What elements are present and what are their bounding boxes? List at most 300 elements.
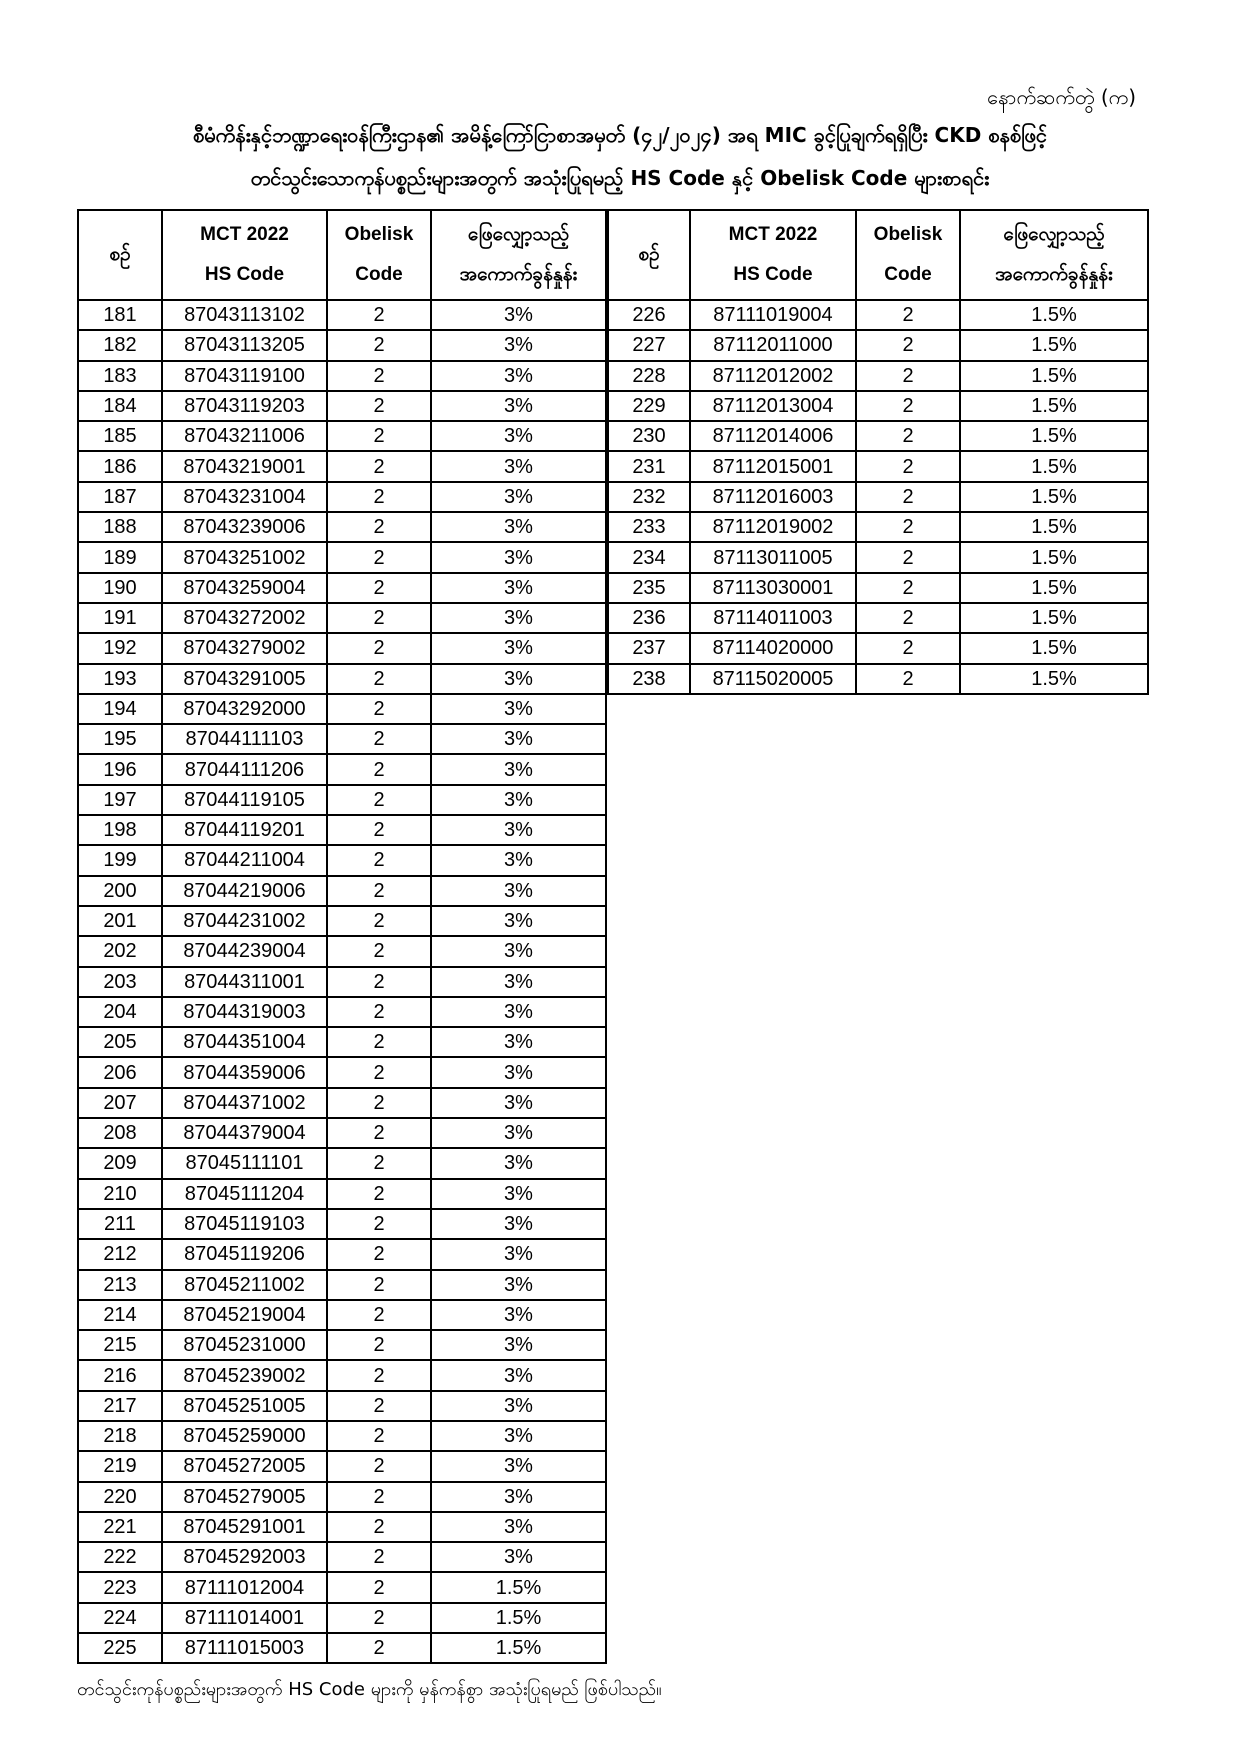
table-row [78, 1239, 606, 1269]
hs-code-cell: 87043251002 [162, 542, 327, 572]
serial-cell: 237 [608, 633, 690, 663]
obelisk-code-cell: 2 [327, 1360, 431, 1390]
obelisk-code-cell: 2 [327, 1542, 431, 1572]
rate-cell: 3% [431, 361, 606, 391]
rate-cell: 1.5% [960, 603, 1148, 633]
hs-code-cell: 87044319003 [162, 997, 327, 1027]
serial-cell: 185 [78, 421, 162, 451]
serial-cell: 215 [78, 1330, 162, 1360]
header-hs-code-line-1: MCT 2022 [200, 224, 289, 245]
hs-code-cell: 87114020000 [690, 633, 856, 663]
hs-code-cell: 87044231002 [162, 906, 327, 936]
rate-cell: 3% [431, 1482, 606, 1512]
header-obelisk-line-1: Obelisk [344, 224, 414, 245]
header-obelisk-line-2: Code [355, 264, 403, 285]
table-row [78, 421, 606, 451]
rate-cell: 3% [431, 1451, 606, 1481]
obelisk-code-cell: 2 [327, 300, 431, 330]
serial-cell: 218 [78, 1421, 162, 1451]
hs-code-cell: 87112014006 [690, 421, 856, 451]
rate-cell: 3% [431, 482, 606, 512]
table-row [78, 451, 606, 481]
table-row [78, 1088, 606, 1118]
obelisk-code-cell: 2 [327, 785, 431, 815]
obelisk-code-cell: 2 [856, 421, 960, 451]
serial-cell: 221 [78, 1512, 162, 1542]
serial-cell: 182 [78, 330, 162, 360]
obelisk-code-cell: 2 [856, 603, 960, 633]
obelisk-code-cell: 2 [327, 1179, 431, 1209]
obelisk-code-cell: 2 [327, 391, 431, 421]
hs-code-cell: 87112012002 [690, 361, 856, 391]
rate-cell: 3% [431, 542, 606, 572]
table-row [78, 1148, 606, 1178]
rate-cell: 3% [431, 603, 606, 633]
hs-code-cell: 87045251005 [162, 1391, 327, 1421]
rate-cell: 3% [431, 573, 606, 603]
obelisk-code-cell: 2 [327, 664, 431, 694]
serial-cell: 216 [78, 1360, 162, 1390]
obelisk-code-cell: 2 [856, 361, 960, 391]
serial-cell: 181 [78, 300, 162, 330]
serial-cell: 196 [78, 754, 162, 784]
header-obelisk-line-2: Code [884, 264, 932, 285]
rate-cell: 1.5% [960, 421, 1148, 451]
serial-cell: 204 [78, 997, 162, 1027]
obelisk-code-cell: 2 [327, 1391, 431, 1421]
hs-code-cell: 87044379004 [162, 1118, 327, 1148]
hs-code-cell: 87045272005 [162, 1451, 327, 1481]
table-row [78, 754, 606, 784]
rate-cell: 3% [431, 1512, 606, 1542]
serial-cell: 187 [78, 482, 162, 512]
serial-cell: 214 [78, 1300, 162, 1330]
table-row [78, 1330, 606, 1360]
rate-cell: 3% [431, 1118, 606, 1148]
serial-cell: 235 [608, 573, 690, 603]
table-row [78, 997, 606, 1027]
rate-cell: 3% [431, 1360, 606, 1390]
table-row [78, 1057, 606, 1087]
hs-code-cell: 87113030001 [690, 573, 856, 603]
serial-cell: 192 [78, 633, 162, 663]
hs-code-cell: 87045279005 [162, 1482, 327, 1512]
obelisk-code-cell: 2 [327, 573, 431, 603]
rate-cell: 3% [431, 815, 606, 845]
hs-code-cell: 87044119105 [162, 785, 327, 815]
hs-code-cell: 87112016003 [690, 482, 856, 512]
serial-cell: 229 [608, 391, 690, 421]
rate-cell: 1.5% [960, 664, 1148, 694]
serial-cell: 190 [78, 573, 162, 603]
serial-cell: 191 [78, 603, 162, 633]
obelisk-code-cell: 2 [856, 330, 960, 360]
hs-code-cell: 87045119206 [162, 1239, 327, 1269]
rate-cell: 3% [431, 1421, 606, 1451]
rate-cell: 1.5% [960, 482, 1148, 512]
serial-cell: 228 [608, 361, 690, 391]
header-obelisk-code [856, 210, 960, 300]
document-title-line-2: တင်သွင်းသောကုန်ပစ္စည်းများအတွက် အသုံးပြုရမည့် HS Code နှင့် Obelisk Code များစာရင်း [250, 166, 990, 190]
obelisk-code-cell: 2 [327, 1088, 431, 1118]
table-row [78, 845, 606, 875]
table-row [78, 1027, 606, 1057]
obelisk-code-cell: 2 [856, 512, 960, 542]
obelisk-code-cell: 2 [327, 724, 431, 754]
table-row [78, 361, 606, 391]
hs-code-cell: 87112019002 [690, 512, 856, 542]
rate-cell: 1.5% [431, 1572, 606, 1602]
obelisk-code-cell: 2 [327, 1572, 431, 1602]
obelisk-code-cell: 2 [327, 421, 431, 451]
table-row [78, 1633, 606, 1663]
hs-code-cell: 87111012004 [162, 1572, 327, 1602]
hs-code-cell: 87043119100 [162, 361, 327, 391]
obelisk-code-cell: 2 [327, 1482, 431, 1512]
obelisk-code-cell: 2 [327, 512, 431, 542]
serial-cell: 186 [78, 451, 162, 481]
hs-code-cell: 87112011000 [690, 330, 856, 360]
rate-cell: 3% [431, 876, 606, 906]
table-row [78, 694, 606, 724]
rate-cell: 3% [431, 512, 606, 542]
table-row [78, 664, 606, 694]
serial-cell: 212 [78, 1239, 162, 1269]
serial-cell: 189 [78, 542, 162, 572]
table-row [78, 1179, 606, 1209]
serial-cell: 219 [78, 1451, 162, 1481]
hs-code-cell: 87111014001 [162, 1603, 327, 1633]
rate-cell: 1.5% [960, 542, 1148, 572]
rate-cell: 1.5% [960, 300, 1148, 330]
hs-code-cell: 87045211002 [162, 1270, 327, 1300]
table-row [78, 967, 606, 997]
obelisk-code-cell: 2 [327, 1148, 431, 1178]
hs-code-cell: 87043272002 [162, 603, 327, 633]
rate-cell: 1.5% [960, 451, 1148, 481]
serial-cell: 225 [78, 1633, 162, 1663]
serial-cell: 211 [78, 1209, 162, 1239]
table-row [78, 482, 606, 512]
obelisk-code-cell: 2 [856, 664, 960, 694]
header-hs-code-line-2: HS Code [204, 264, 285, 285]
obelisk-code-cell: 2 [327, 967, 431, 997]
table-header-row [608, 210, 1148, 300]
hs-code-cell: 87044219006 [162, 876, 327, 906]
obelisk-code-cell: 2 [327, 1057, 431, 1087]
rate-cell: 3% [431, 1179, 606, 1209]
table-row [78, 300, 606, 330]
table-row [78, 1451, 606, 1481]
table-row [78, 1421, 606, 1451]
hs-code-cell: 87043119203 [162, 391, 327, 421]
hs-code-cell: 87044119201 [162, 815, 327, 845]
rate-cell: 1.5% [960, 633, 1148, 663]
header-obelisk-line-1: Obelisk [873, 224, 943, 245]
hs-code-cell: 87044111103 [162, 724, 327, 754]
serial-cell: 213 [78, 1270, 162, 1300]
rate-cell: 1.5% [960, 573, 1148, 603]
serial-cell: 217 [78, 1391, 162, 1421]
table-row [78, 1270, 606, 1300]
table-row [78, 724, 606, 754]
serial-cell: 195 [78, 724, 162, 754]
table-row [78, 876, 606, 906]
obelisk-code-cell: 2 [327, 1118, 431, 1148]
hs-code-cell: 87045111101 [162, 1148, 327, 1178]
serial-cell: 208 [78, 1118, 162, 1148]
header-rate-line-1: ဖြေလျှော့သည့် [1003, 224, 1105, 245]
hs-code-cell: 87043239006 [162, 512, 327, 542]
hs-code-table-left [77, 209, 607, 1664]
rate-cell: 3% [431, 1088, 606, 1118]
hs-code-cell: 87043291005 [162, 664, 327, 694]
hs-code-cell: 87045291001 [162, 1512, 327, 1542]
header-rate [431, 210, 606, 300]
hs-code-cell: 87114011003 [690, 603, 856, 633]
hs-code-cell: 87111019004 [690, 300, 856, 330]
rate-cell: 3% [431, 997, 606, 1027]
obelisk-code-cell: 2 [327, 876, 431, 906]
rate-cell: 1.5% [431, 1633, 606, 1663]
table-row [78, 815, 606, 845]
table-row [78, 1360, 606, 1390]
serial-cell: 238 [608, 664, 690, 694]
hs-code-cell: 87111015003 [162, 1633, 327, 1663]
obelisk-code-cell: 2 [327, 1633, 431, 1663]
table-row [78, 1512, 606, 1542]
header-rate [960, 210, 1148, 300]
hs-code-table-right [607, 209, 1149, 695]
header-hs-code [690, 210, 856, 300]
serial-cell: 206 [78, 1057, 162, 1087]
table-row [608, 633, 1148, 663]
rate-cell: 3% [431, 936, 606, 966]
serial-cell: 203 [78, 967, 162, 997]
hs-code-cell: 87044111206 [162, 754, 327, 784]
serial-cell: 202 [78, 936, 162, 966]
hs-code-cell: 87044351004 [162, 1027, 327, 1057]
rate-cell: 3% [431, 1270, 606, 1300]
rate-cell: 3% [431, 1300, 606, 1330]
serial-cell: 194 [78, 694, 162, 724]
table-row [608, 542, 1148, 572]
serial-cell: 223 [78, 1572, 162, 1602]
table-row [608, 330, 1148, 360]
hs-code-cell: 87043292000 [162, 694, 327, 724]
obelisk-code-cell: 2 [327, 906, 431, 936]
obelisk-code-cell: 2 [327, 1512, 431, 1542]
hs-code-cell: 87044211004 [162, 845, 327, 875]
hs-code-cell: 87043113102 [162, 300, 327, 330]
serial-cell: 210 [78, 1179, 162, 1209]
annex-label: နောက်ဆက်တွဲ (က) [987, 85, 1136, 109]
header-hs-code-line-2: HS Code [733, 264, 813, 285]
obelisk-code-cell: 2 [327, 815, 431, 845]
header-serial: စဉ် [78, 210, 162, 300]
header-obelisk-code [327, 210, 431, 300]
obelisk-code-cell: 2 [856, 482, 960, 512]
serial-cell: 232 [608, 482, 690, 512]
obelisk-code-cell: 2 [327, 1451, 431, 1481]
serial-cell: 188 [78, 512, 162, 542]
table-row [78, 1209, 606, 1239]
hs-code-cell: 87043279002 [162, 633, 327, 663]
obelisk-code-cell: 2 [856, 573, 960, 603]
table-row [78, 633, 606, 663]
obelisk-code-cell: 2 [856, 633, 960, 663]
table-row [608, 391, 1148, 421]
hs-code-cell: 87044239004 [162, 936, 327, 966]
serial-cell: 207 [78, 1088, 162, 1118]
rate-cell: 3% [431, 1239, 606, 1269]
hs-code-cell: 87043219001 [162, 451, 327, 481]
header-rate-line-2: အကောက်ခွန်နှုန်း [995, 264, 1113, 285]
rate-cell: 3% [431, 1330, 606, 1360]
hs-code-cell: 87043259004 [162, 573, 327, 603]
table-row [608, 361, 1148, 391]
rate-cell: 3% [431, 785, 606, 815]
serial-cell: 230 [608, 421, 690, 451]
obelisk-code-cell: 2 [856, 451, 960, 481]
obelisk-code-cell: 2 [327, 936, 431, 966]
header-hs-code [162, 210, 327, 300]
header-hs-code-line-1: MCT 2022 [728, 224, 818, 245]
obelisk-code-cell: 2 [327, 1270, 431, 1300]
rate-cell: 1.5% [960, 512, 1148, 542]
serial-cell: 183 [78, 361, 162, 391]
hs-code-cell: 87045111204 [162, 1179, 327, 1209]
rate-cell: 3% [431, 906, 606, 936]
obelisk-code-cell: 2 [327, 1421, 431, 1451]
hs-code-cell: 87113011005 [690, 542, 856, 572]
obelisk-code-cell: 2 [327, 482, 431, 512]
rate-cell: 3% [431, 421, 606, 451]
table-row [78, 1300, 606, 1330]
document-title-line-1: စီမံကိန်းနှင့်ဘဏ္ဍာရေးဝန်ကြီးဌာန၏ အမိန့်ကြော်ငြာစာအမှတ် (၄၂/၂၀၂၄) အရ MIC ခွင့်ပြုချက်ရရှိပြီး CKD စနစ်ဖြင့် [192, 123, 1047, 147]
table-row [78, 1603, 606, 1633]
table-body-right [608, 300, 1148, 694]
header-rate-line-1: ဖြေလျှော့သည့် [467, 224, 570, 245]
rate-cell: 3% [431, 1148, 606, 1178]
table-row [78, 330, 606, 360]
table-row [78, 573, 606, 603]
rate-cell: 3% [431, 967, 606, 997]
rate-cell: 3% [431, 1209, 606, 1239]
serial-cell: 198 [78, 815, 162, 845]
hs-code-cell: 87043113205 [162, 330, 327, 360]
table-header-row [78, 210, 606, 300]
rate-cell: 1.5% [960, 330, 1148, 360]
serial-cell: 220 [78, 1482, 162, 1512]
serial-cell: 200 [78, 876, 162, 906]
obelisk-code-cell: 2 [856, 391, 960, 421]
obelisk-code-cell: 2 [327, 997, 431, 1027]
rate-cell: 3% [431, 451, 606, 481]
table-row [78, 1118, 606, 1148]
table-row [608, 603, 1148, 633]
hs-code-cell: 87045231000 [162, 1330, 327, 1360]
serial-cell: 227 [608, 330, 690, 360]
table-body-left [78, 300, 606, 1663]
serial-cell: 197 [78, 785, 162, 815]
hs-code-cell: 87112013004 [690, 391, 856, 421]
table-row [78, 391, 606, 421]
rate-cell: 3% [431, 724, 606, 754]
serial-cell: 199 [78, 845, 162, 875]
table-row [608, 482, 1148, 512]
rate-cell: 1.5% [431, 1603, 606, 1633]
rate-cell: 1.5% [960, 391, 1148, 421]
table-row [78, 906, 606, 936]
rate-cell: 3% [431, 330, 606, 360]
obelisk-code-cell: 2 [327, 451, 431, 481]
obelisk-code-cell: 2 [327, 1300, 431, 1330]
hs-code-cell: 87045292003 [162, 1542, 327, 1572]
hs-code-cell: 87045119103 [162, 1209, 327, 1239]
obelisk-code-cell: 2 [856, 542, 960, 572]
serial-cell: 231 [608, 451, 690, 481]
rate-cell: 3% [431, 664, 606, 694]
obelisk-code-cell: 2 [327, 845, 431, 875]
serial-cell: 236 [608, 603, 690, 633]
obelisk-code-cell: 2 [856, 300, 960, 330]
serial-cell: 226 [608, 300, 690, 330]
rate-cell: 3% [431, 1542, 606, 1572]
rate-cell: 3% [431, 1391, 606, 1421]
table-row [78, 603, 606, 633]
rate-cell: 3% [431, 845, 606, 875]
table-row [78, 542, 606, 572]
table-row [78, 936, 606, 966]
obelisk-code-cell: 2 [327, 1239, 431, 1269]
hs-code-cell: 87045239002 [162, 1360, 327, 1390]
rate-cell: 3% [431, 754, 606, 784]
table-row [608, 664, 1148, 694]
table-row [608, 300, 1148, 330]
obelisk-code-cell: 2 [327, 1330, 431, 1360]
serial-cell: 193 [78, 664, 162, 694]
rate-cell: 3% [431, 1057, 606, 1087]
serial-cell: 201 [78, 906, 162, 936]
rate-cell: 3% [431, 633, 606, 663]
table-row [78, 1482, 606, 1512]
obelisk-code-cell: 2 [327, 1027, 431, 1057]
serial-cell: 234 [608, 542, 690, 572]
obelisk-code-cell: 2 [327, 330, 431, 360]
serial-cell: 233 [608, 512, 690, 542]
rate-cell: 3% [431, 694, 606, 724]
rate-cell: 3% [431, 1027, 606, 1057]
table-row [608, 421, 1148, 451]
hs-code-cell: 87045219004 [162, 1300, 327, 1330]
hs-code-cell: 87043211006 [162, 421, 327, 451]
hs-code-cell: 87044311001 [162, 967, 327, 997]
rate-cell: 1.5% [960, 361, 1148, 391]
obelisk-code-cell: 2 [327, 603, 431, 633]
obelisk-code-cell: 2 [327, 633, 431, 663]
hs-code-cell: 87115020005 [690, 664, 856, 694]
serial-cell: 184 [78, 391, 162, 421]
rate-cell: 3% [431, 300, 606, 330]
serial-cell: 209 [78, 1148, 162, 1178]
hs-code-cell: 87045259000 [162, 1421, 327, 1451]
hs-code-cell: 87043231004 [162, 482, 327, 512]
rate-cell: 3% [431, 391, 606, 421]
obelisk-code-cell: 2 [327, 542, 431, 572]
hs-code-cell: 87044371002 [162, 1088, 327, 1118]
hs-code-cell: 87044359006 [162, 1057, 327, 1087]
